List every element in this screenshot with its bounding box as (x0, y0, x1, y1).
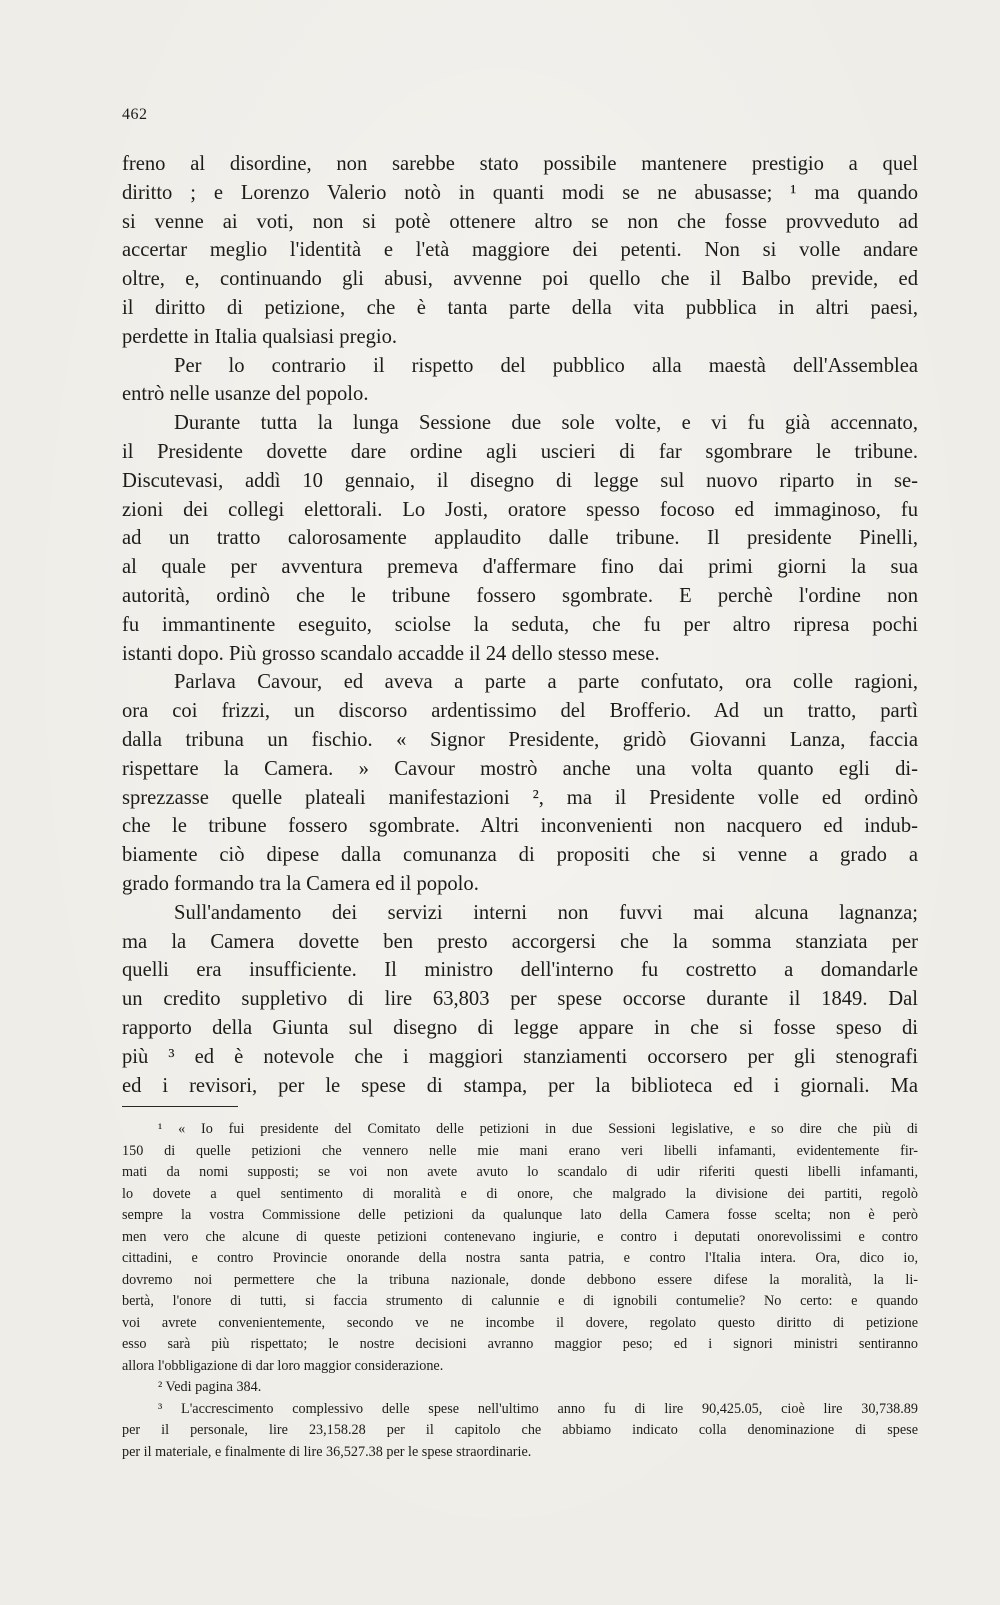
text-line: perdette in Italia qualsiasi pregio. (122, 325, 398, 348)
text-line: biamente ciò dipese dalla comunanza di propositi che si venne a grado a (122, 844, 918, 867)
main-text (122, 150, 918, 1100)
text-line: ed i revisori, per le spese di stampa, per la biblioteca ed i giornali. Ma (122, 1074, 918, 1097)
footnote-line: esso sarà più rispettato; le nostre decisioni avranno maggior peso; ed i signori ministri sentiranno (122, 1336, 918, 1352)
page-number: 462 (122, 106, 148, 123)
text-line: istanti dopo. Più grosso scandalo accadde il 24 dello stesso mese. (122, 642, 660, 665)
text-line: rispettare la Camera. » Cavour mostrò anche una volta quanto egli di- (122, 757, 918, 780)
text-line: freno al disordine, non sarebbe stato possibile mantenere prestigio a quel (122, 153, 918, 175)
text-line: rapporto della Giunta sul disegno di legge appare in che si fosse speso di (122, 1016, 918, 1039)
text-line: Durante tutta la lunga Sessione due sole volte, e vi fu già accennato, (174, 412, 918, 435)
text-line: fu immantinente eseguito, sciolse la seduta, che fu per altro ripresa pochi (122, 613, 918, 636)
text-line: ora coi frizzi, un discorso ardentissimo del Brofferio. Ad un tratto, partì (122, 700, 918, 723)
footnote-line: cittadini, e contro Provincie onorande della nostra santa patria, e contro l'Italia intera. Ora, dico io, (122, 1250, 918, 1266)
text-line: un credito suppletivo di lire 63,803 per spese occorse durante il 1849. Dal (122, 988, 918, 1011)
footnote-line: per il personale, lire 23,158.28 per il capitolo che abbiamo indicato colla denominazione di spese (122, 1422, 918, 1438)
text-line: il diritto di petizione, che è tanta parte della vita pubblica in altri paesi, (122, 296, 918, 319)
text-line: sprezzasse quelle plateali manifestazioni ², ma il Presidente volle ed ordinò (122, 786, 918, 809)
text-line: oltre, e, continuando gli abusi, avvenne poi quello che il Balbo previde, ed (122, 268, 918, 291)
text-line: Discutevasi, addì 10 gennaio, il disegno di legge sul nuovo riparto in se- (122, 469, 918, 492)
footnote-line: men vero che alcune di queste petizioni contenevano ingiurie, e contro i deputati onorevolissimi e contro (122, 1228, 918, 1245)
footnote-line: lo dovete a quel sentimento di moralità e di onore, che malgrado la divisione dei partiti, regolò (122, 1185, 918, 1202)
footnote-line: ³ L'accrescimento complessivo delle spese nell'ultimo anno fu di lire 90,425.05, cioè lire 30,738.89 (158, 1400, 918, 1417)
footnote-line: mati da nomi supposti; se voi non avete avuto lo scandalo di udir riferiti questi libelli infamanti, (122, 1164, 918, 1180)
text-line: al quale per avventura premeva d'affermare fino dai primi giorni la sua (122, 556, 918, 579)
text-line: Parlava Cavour, ed aveva a parte a parte confutato, ora colle ragioni, (174, 671, 918, 694)
footnotes (122, 1119, 918, 1463)
text-line: entrò nelle usanze del popolo. (122, 383, 369, 406)
footnote-line: dovremo noi permettere che la tribuna nazionale, donde debbono essere difese la moralità, la li- (122, 1271, 918, 1288)
text-line: accertar meglio l'identità e l'età maggiore dei petenti. Non si volle andare (122, 239, 918, 262)
footnote-line: voi avrete convenientemente, secondo ve ne incombe il dovere, regolato questo diritto di petizione (122, 1314, 918, 1331)
footnote-line: sempre la vostra Commissione delle petizioni da qualunque lato della Camera fosse scelta; non è però (122, 1207, 918, 1223)
text-line: diritto ; e Lorenzo Valerio notò in quanti modi se ne abusasse; ¹ ma quando (122, 181, 918, 204)
text-line: dalla tribuna un fischio. « Signor Presidente, gridò Giovanni Lanza, faccia (122, 728, 918, 751)
text-line: autorità, ordinò che le tribune fossero sgombrate. E perchè l'ordine non (122, 584, 918, 607)
footnote-line: ² Vedi pagina 384. (158, 1379, 262, 1395)
footnote-line: per il materiale, e finalmente di lire 36,527.38 per le spese straordinarie. (122, 1443, 532, 1460)
footnote-separator (122, 1106, 238, 1107)
text-line: ma la Camera dovette ben presto accorgersi che la somma stanziata per (122, 930, 918, 953)
text-line: ad un tratto calorosamente applaudito dalle tribune. Il presidente Pinelli, (122, 527, 918, 550)
text-line: Per lo contrario il rispetto del pubblico alla maestà dell'Assemblea (174, 354, 918, 377)
footnote-line: bertà, l'onore di tutti, si faccia strumento di calunnie e di ignobili contumelie? No certo: e quando (122, 1293, 918, 1309)
text-line: zioni dei collegi elettorali. Lo Josti, oratore spesso focoso ed immaginoso, fu (122, 498, 918, 521)
text-line: il Presidente dovette dare ordine agli uscieri di far sgombrare le tribune. (122, 440, 918, 463)
text-line: grado formando tra la Camera ed il popolo. (122, 872, 479, 895)
text-line: Sull'andamento dei servizi interni non fuvvi mai alcuna lagnanza; (174, 901, 918, 924)
text-line: più ³ ed è notevole che i maggiori stanziamenti occorsero per gli stenografi (122, 1045, 918, 1068)
text-line: si venne ai voti, non si potè ottenere altro se non che fosse provveduto ad (122, 210, 918, 233)
footnote-line: allora l'obbligazione di dar loro maggior considerazione. (122, 1357, 444, 1374)
footnote-line: 150 di quelle petizioni che vennero nelle mie mani erano veri libelli infamanti, evidentemente fir- (122, 1142, 918, 1159)
text-line: che le tribune fossero sgombrate. Altri inconvenienti non nacquero ed indub- (122, 815, 918, 838)
text-line: quelli era insufficiente. Il ministro dell'interno fu costretto a domandarle (122, 959, 918, 982)
footnote-line: ¹ « Io fui presidente del Comitato delle petizioni in due Sessioni legislative, e so dire che più di (158, 1121, 918, 1137)
